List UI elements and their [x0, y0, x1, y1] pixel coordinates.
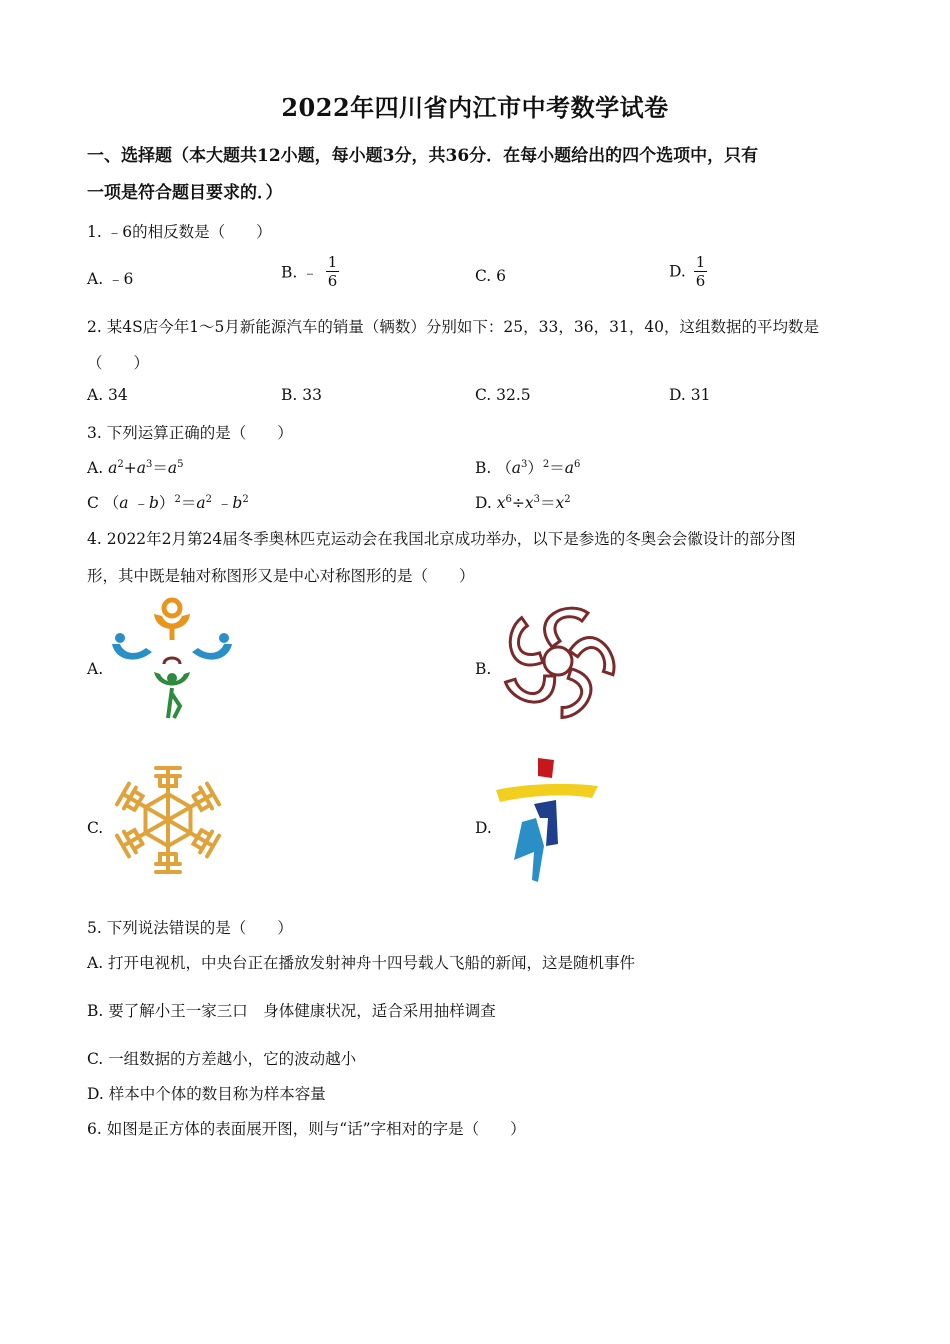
q4-option-c-label: C.	[87, 819, 104, 837]
q2-option-d: D. 31	[669, 386, 711, 404]
section-heading	[87, 138, 867, 212]
emblem-d-blue-ribbon	[514, 818, 544, 882]
emblem-a-bottom-figure	[154, 658, 190, 718]
emblem-a-top-figure	[154, 600, 190, 640]
q3-option-d: D. $x^6\div x^3=x^2$	[475, 494, 571, 512]
emblem-b-figure	[494, 597, 622, 723]
emblem-a-figure	[106, 594, 238, 722]
q5-option-d: D. 样本中个体的数目称为样本容量	[87, 1085, 326, 1103]
section-heading-line2: 一项是符合题目要求的．）	[87, 183, 283, 203]
q1-option-c: C. 6	[475, 267, 507, 285]
q1-option-d-prefix: D.	[669, 262, 686, 281]
emblem-c-snowflake	[117, 768, 219, 872]
q4-stem-line2: 形，其中既是轴对称图形又是中心对称图形的是（ ）	[87, 567, 475, 585]
q5-option-c: C. 一组数据的方差越小，它的波动越小	[87, 1050, 357, 1068]
fraction-numerator: 1	[695, 253, 706, 271]
emblem-d-yellow-ribbon	[496, 784, 598, 802]
fraction-numerator: 1	[327, 253, 338, 271]
q1-option-d-fraction	[694, 253, 708, 290]
emblem-b-knot	[503, 608, 618, 721]
emblem-c-figure	[106, 758, 230, 882]
q6-stem: 6. 如图是正方体的表面展开图，则与“话”字相对的字是（ ）	[87, 1120, 526, 1138]
q1-option-b-prefix: B. ﹣	[281, 263, 318, 282]
q5-stem: 5. 下列说法错误的是（ ）	[87, 919, 293, 937]
q4-stem-line1: 4. 2022年2月第24届冬季奥林匹克运动会在我国北京成功举办，以下是参选的冬奥会会徽设计的部分图	[87, 530, 796, 548]
q2-option-b: B. 33	[281, 386, 322, 404]
emblem-a-left-figure	[112, 633, 152, 660]
section-heading-line1: 一、选择题（本大题共12小题，每小题3分，共36分．在每小题给出的四个选项中，只有	[87, 146, 759, 166]
q4-option-b-label: B.	[475, 660, 492, 678]
q3-option-a: A. $a^2+a^3=a^5$	[87, 459, 184, 477]
q1-option-b	[281, 253, 339, 290]
q2-stem-line1: 2. 某4S店今年1～5月新能源汽车的销量（辆数）分别如下：25，33，36，31，40，这组数据的平均数是	[87, 318, 820, 336]
emblem-d-figure	[494, 756, 602, 886]
q1-option-b-fraction	[326, 253, 340, 290]
emblem-d-red-block	[538, 758, 554, 778]
page-title: 2022年四川省内江市中考数学试卷	[281, 93, 669, 122]
q1-stem: 1. ﹣6的相反数是（ ）	[87, 223, 272, 241]
q5-option-b: B. 要了解小王一家三口 身体健康状况，适合采用抽样调查	[87, 1002, 496, 1020]
q3-stem: 3. 下列运算正确的是（ ）	[87, 424, 293, 442]
q1-option-a: A. ﹣6	[87, 270, 134, 288]
q3-option-c: C （a $﹣b)^2=a^2$ $﹣b^2$	[87, 494, 249, 512]
fraction-denominator: 6	[695, 272, 706, 290]
q2-option-c: C. 32.5	[475, 386, 531, 404]
q3-option-b: B. $(a^3)^2=a^6$	[475, 459, 581, 477]
q5-option-a: A. 打开电视机，中央台正在播放发射神舟十四号载人飞船的新闻，这是随机事件	[87, 954, 636, 972]
q2-stem-line2: （ ）	[87, 354, 150, 372]
q4-option-a-label: A.	[87, 660, 104, 678]
fraction-denominator: 6	[327, 272, 338, 290]
q2-option-a: A. 34	[87, 386, 128, 404]
q1-option-d	[669, 253, 707, 290]
q4-option-d-label: D.	[475, 819, 492, 837]
emblem-a-right-figure	[192, 633, 232, 660]
